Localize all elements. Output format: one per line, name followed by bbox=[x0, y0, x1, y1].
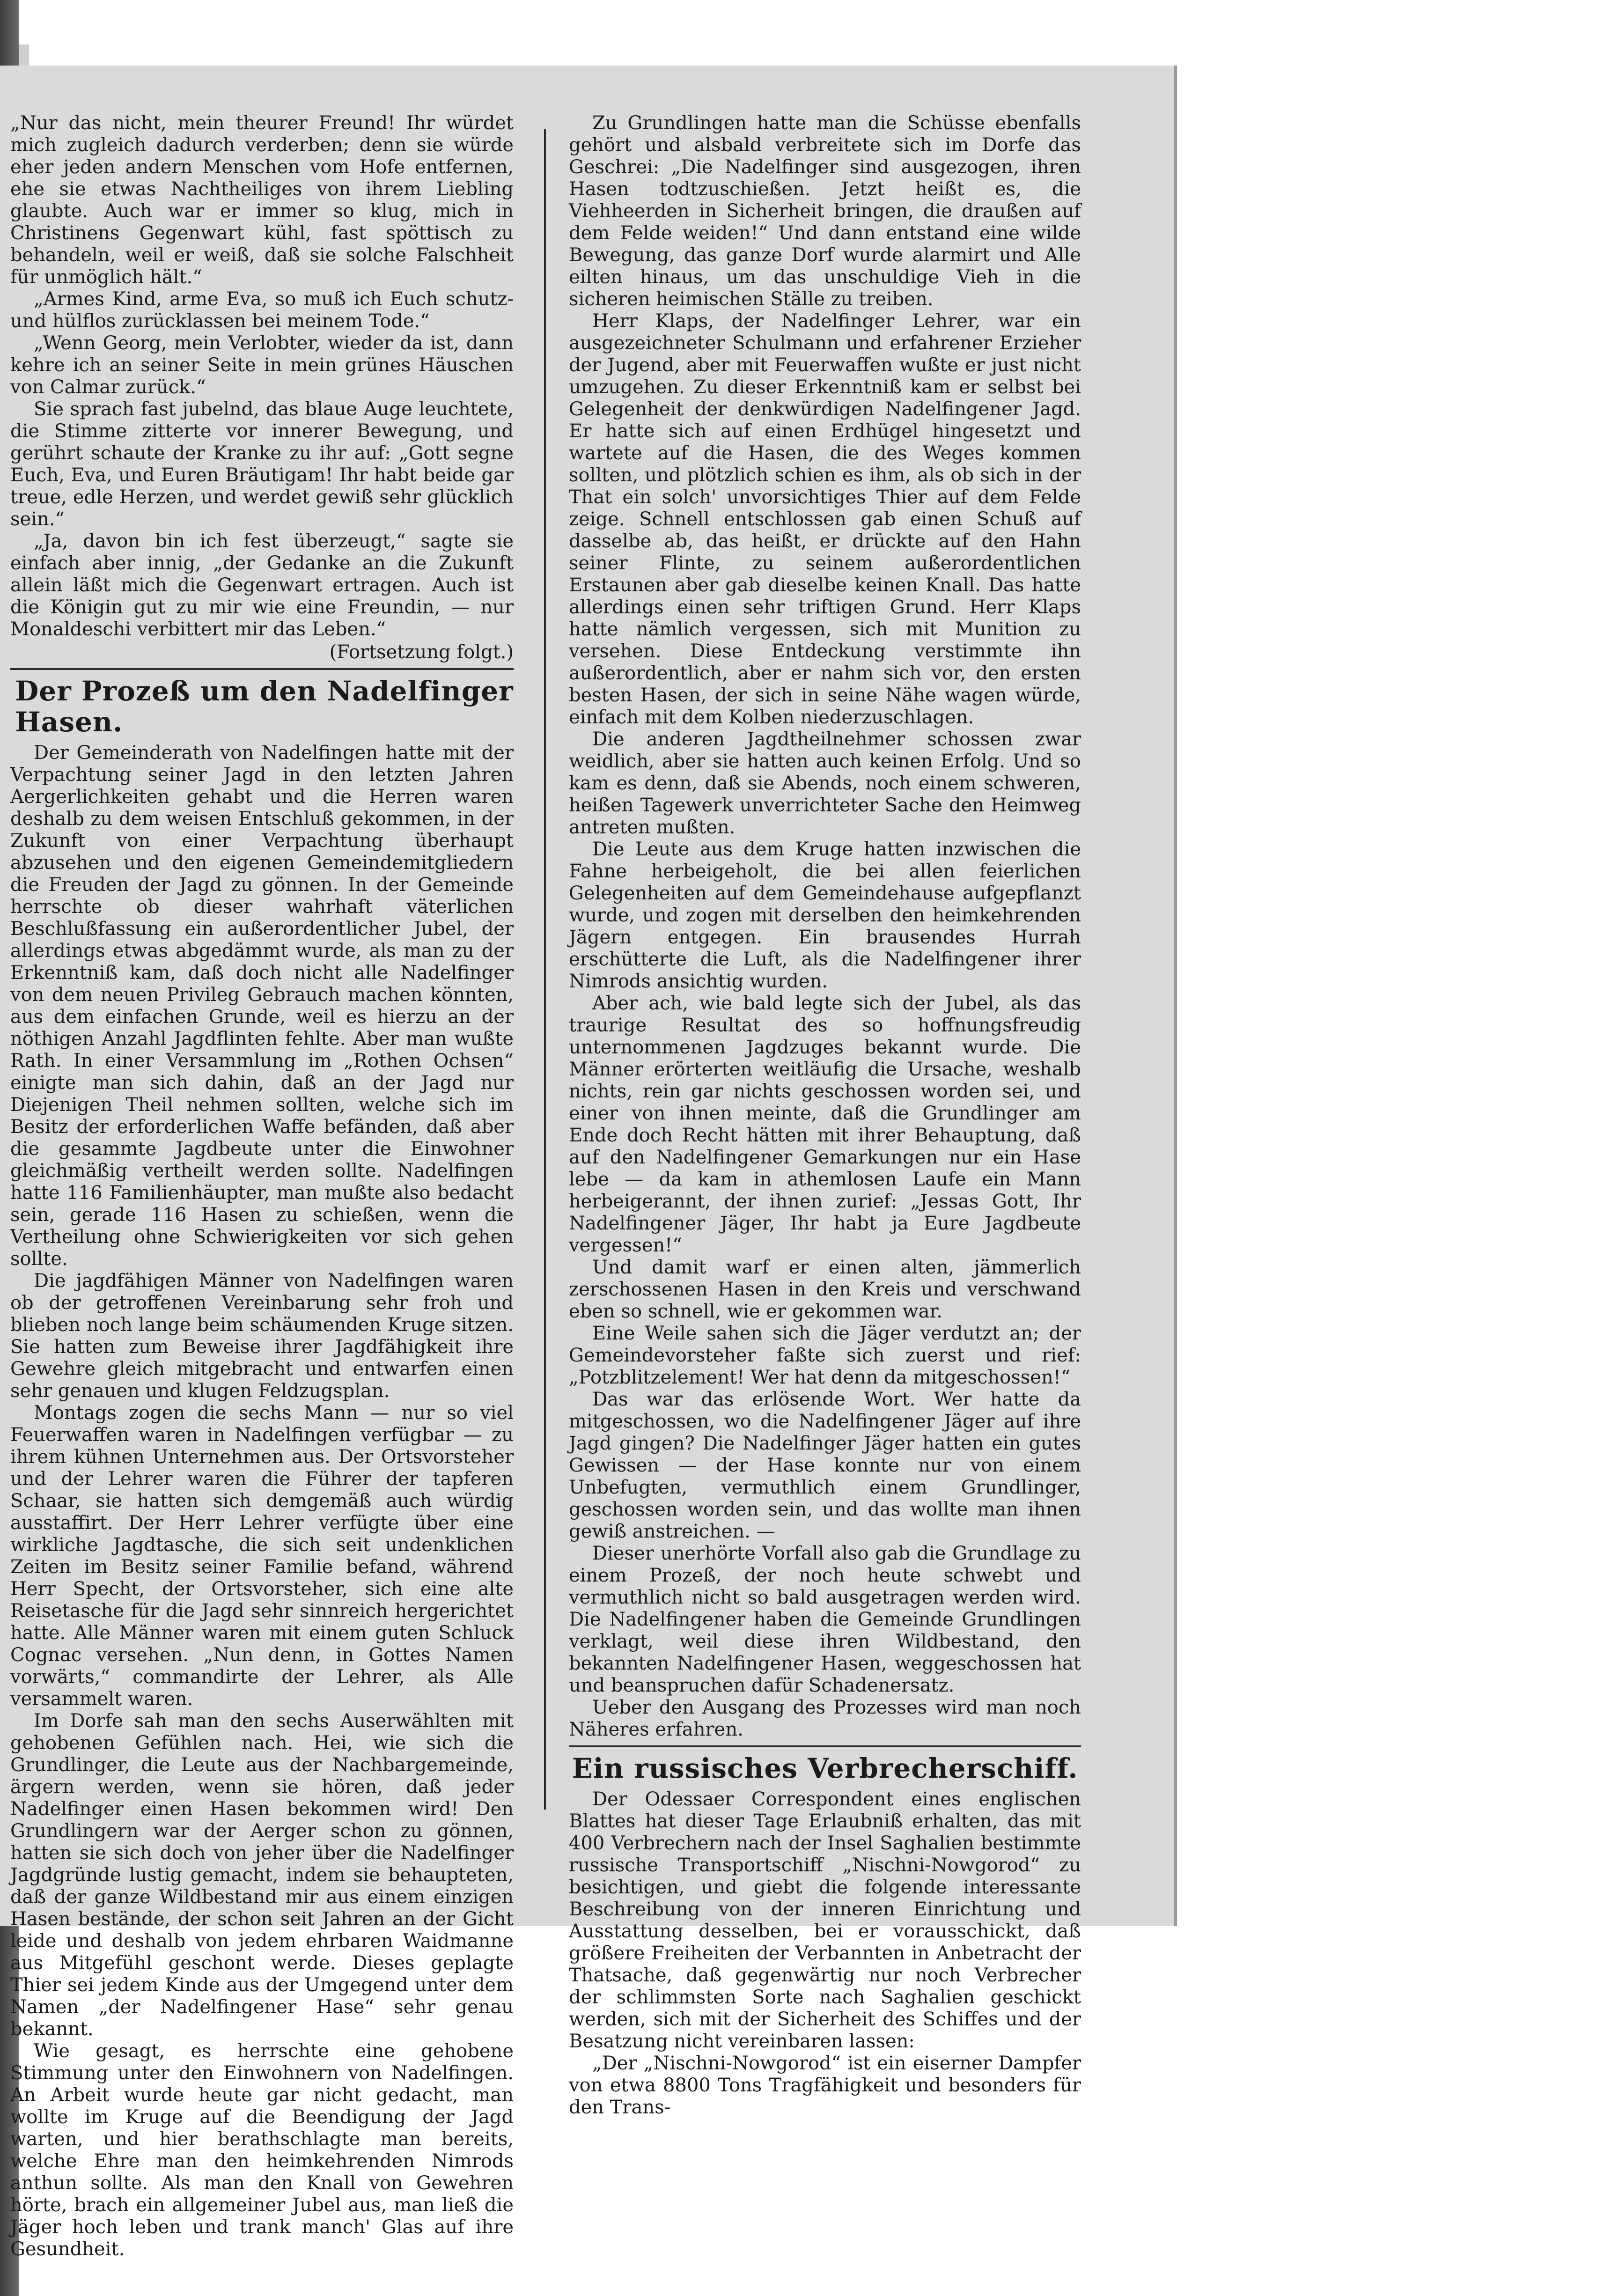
article-paragraph: Die Leute aus dem Kruge hatten inzwischen die Fahne herbeigeholt, die bei allen feierlichen Gelegenheiten auf dem Gemeindehause aufgepflanzt wurde, und zogen mit derselben den heimkehrenden Jägern entgegen. Ein brausendes Hurrah erschütterte die Luft, als die Nadelfingener ihrer Nimrods ansichtig wurden. bbox=[569, 839, 1081, 992]
section-divider bbox=[569, 1745, 1081, 1747]
article-paragraph: Die jagdfähigen Männer von Nadelfingen waren ob der getroffenen Vereinbarung sehr froh und blieben noch lange beim schäumenden Kruge sitzen. Sie hatten zum Beweise ihrer Jagdfähigkeit ihre Gewehre gleich mitgebracht und entwarfen einen sehr genauen und klugen Feldzugsplan. bbox=[10, 1270, 514, 1402]
story-paragraph: „Wenn Georg, mein Verlobter, wieder da ist, dann kehre ich an seiner Seite in mein grünes Häuschen von Calmar zurück.“ bbox=[10, 332, 514, 398]
column-divider bbox=[544, 129, 546, 1810]
story-paragraph: „Armes Kind, arme Eva, so muß ich Euch schutz- und hülflos zurücklassen bei meinem Tode.“ bbox=[10, 288, 514, 332]
article-paragraph: Eine Weile sahen sich die Jäger verdutzt an; der Gemeindevorsteher faßte sich zuerst und rief: „Potzblitzelement! Wer hat denn da mitgeschossen!“ bbox=[569, 1323, 1081, 1388]
story-paragraph: „Ja, davon bin ich fest überzeugt,“ sagte sie einfach aber innig, „der Gedanke an die Zukunft allein läßt mich die Gegenwart ertragen. Auch ist die Königin gut zu mir wie eine Freundin, — nur Monaldeschi verbittert mir das Leben.“ bbox=[10, 530, 514, 640]
ship-paragraph: „Der „Nischni-Nowgorod“ ist ein eiserner Dampfer von etwa 8800 Tons Tragfähigkeit und besonders für den Trans- bbox=[569, 2053, 1081, 2118]
newspaper-page bbox=[0, 66, 1174, 2260]
article-paragraph: Dieser unerhörte Vorfall also gab die Grundlage zu einem Prozeß, der noch heute schwebt und vermuthlich nicht so bald ausgetragen werden wird. Die Nadelfingener haben die Gemeinde Grundlingen verklagt, weil diese ihren Wildbestand, den bekannten Nadelfingener Hasen, weggeschossen hat und beanspruchen dafür Schadenersatz. bbox=[569, 1543, 1081, 1696]
article-paragraph: Aber ach, wie bald legte sich der Jubel, als das traurige Resultat des so hoffnungsfreudig unternommenen Jagdzuges bekannt wurde. Die Männer erörterten weitläufig die Ursache, weshalb nichts, rein gar nichts geschossen worden sei, und einer von ihnen meinte, daß die Grundlinger am Ende doch Recht hätten mit ihrer Behauptung, daß auf den Nadelfingener Gemarkungen nur ein Hase lebe — da kam in athemlosen Laufe ein Mann herbeigerannt, der ihnen zurief: „Jessas Gott, Ihr Nadelfingener Jäger, Ihr habt ja Eure Jagdbeute vergessen!“ bbox=[569, 993, 1081, 1256]
story-paragraph: Sie sprach fast jubelnd, das blaue Auge leuchtete, die Stimme zitterte vor innerer Bewegung, und gerührt schaute der Kranke zu ihr auf: „Gott segne Euch, Eva, und Euren Bräutigam! Ihr habt beide gar treue, edle Herzen, und werdet gewiß sehr glücklich sein.“ bbox=[10, 398, 514, 530]
article-paragraph: Die anderen Jagdtheilnehmer schossen zwar weidlich, aber sie hatten auch keinen Erfolg. Und so kam es denn, daß sie Abends, noch einem schweren, heißen Tagewerk unverrichteter Sache den Heimweg antreten mußten. bbox=[569, 729, 1081, 838]
article-paragraph: Und damit warf er einen alten, jämmerlich zerschossenen Hasen in den Kreis und verschwand eben so schnell, wie er gekommen war. bbox=[569, 1257, 1081, 1322]
article-paragraph: Herr Klaps, der Nadelfinger Lehrer, war ein ausgezeichneter Schulmann und erfahrener Erzieher der Jugend, aber mit Feuerwaffen wußte er just nicht umzugehen. Zu dieser Erkenntniß kam er selbst bei Gelegenheit der denkwürdigen Nadelfingener Jagd. Er hatte sich auf einen Erdhügel hingesetzt und wartete auf die Hasen, die des Weges kommen sollten, und plötzlich schien es ihm, als ob sich in der That ein solch' unvorsichtiges Thier auf dem Felde zeige. Schnell entschlossen gab einen Schuß auf dasselbe ab, das heißt, er drückte auf den Hahn seiner Flinte, zu seinem außerordentlichen Erstaunen aber gab dieselbe keinen Knall. Das hatte allerdings einen sehr triftigen Grund. Herr Klaps hatte nämlich vergessen, sich mit Munition zu versehen. Diese Entdeckung verstimmte ihn außerordentlich, aber er nahm sich vor, den ersten besten Hasen, der sich in seine Nähe wagen würde, einfach mit dem Kolben niederzuschlagen. bbox=[569, 310, 1081, 728]
article-paragraph: Im Dorfe sah man den sechs Auserwählten mit gehobenen Gefühlen nach. Hei, wie sich die Grundlinger, die Leute aus der Nachbargemeinde, ärgern werden, wenn sie hören, daß jeder Nadelfinger einen Hasen bekommen wird! Den Grundlingern war der Aerger schon zu gönnen, hatten sie sich doch von jeher über die Nadelfinger Jagdgründe lustig gemacht, indem sie behaupteten, daß der ganze Wildbestand mir aus einem einzigen Hasen bestände, der schon seit Jahren an der Gicht leide und deshalb von jedem ehrbaren Waidmanne aus Mitgefühl geschont werde. Dieses geplagte Thier sei jedem Kinde aus der Umgegend unter dem Namen „der Nadelfingener Hase“ sehr genau bekannt. bbox=[10, 1710, 514, 2040]
right-column bbox=[569, 112, 1081, 2119]
article-paragraph: Wie gesagt, es herrschte eine gehobene Stimmung unter den Einwohnern von Nadelfingen. An Arbeit wurde heute gar nicht gedacht, man wollte im Kruge auf die Beendigung der Jagd warten, und hier berathschlagte man bereits, welche Ehre man den heimkehrenden Nimrods anthun sollte. Als man den Knall von Gewehren hörte, brach ein allgemeiner Jubel aus, man ließ die Jäger hoch leben und trank manch' Glas auf ihre Gesundheit. bbox=[10, 2040, 514, 2260]
article-title: Der Prozeß um den Nadelfinger Hasen. bbox=[15, 675, 514, 738]
section-divider bbox=[10, 668, 514, 670]
story-paragraph: „Nur das nicht, mein theurer Freund! Ihr würdet mich zugleich dadurch verderben; denn sie würde eher jeden andern Menschen vom Hofe entfernen, ehe sie etwas Nachtheiliges von ihrem Liebling glaubte. Auch war er immer so klug, mich in Christinens Gegenwart kühl, fast spöttisch zu behandeln, weil er weiß, daß sie solche Falschheit für unmöglich hält.“ bbox=[10, 112, 514, 288]
article-paragraph: Montags zogen die sechs Mann — nur so viel Feuerwaffen waren in Nadelfingen verfügbar — zu ihrem kühnen Unternehmen aus. Der Ortsvorsteher und der Lehrer waren die Führer der tapferen Schaar, sie hatten sich demgemäß auch würdig ausstaffirt. Der Herr Lehrer verfügte über eine wirkliche Jagdtasche, die sich seit undenklichen Zeiten im Besitz seiner Familie befand, während Herr Specht, der Ortsvorsteher, sich eine alte Reisetasche für die Jagd sehr sinnreich hergerichtet hatte. Alle Männer waren mit einem guten Schluck Cognac versehen. „Nun denn, in Gottes Namen vorwärts,“ commandirte der Lehrer, als Alle versammelt waren. bbox=[10, 1402, 514, 1710]
article-paragraph: Zu Grundlingen hatte man die Schüsse ebenfalls gehört und alsbald verbreitete sich im Dorfe das Geschrei: „Die Nadelfinger sind ausgezogen, ihren Hasen todtzuschießen. Jetzt heißt es, die Viehheerden in Sicherheit bringen, die draußen auf dem Felde weiden!“ Und dann entstand eine wilde Bewegung, das ganze Dorf wurde alarmirt und Alle eilten hinaus, um das unschuldige Vieh in die sicheren heimischen Ställe zu treiben. bbox=[569, 112, 1081, 310]
continuation-note: (Fortsetzung folgt.) bbox=[329, 641, 514, 663]
ship-paragraph: Der Odessaer Correspondent eines englischen Blattes hat dieser Tage Erlaubniß erhalten, das mit 400 Verbrechern nach der Insel Saghalien bestimmte russische Transportschiff „Nischni-Nowgorod“ zu besichtigen, und giebt die folgende interessante Beschreibung von der inneren Einrichtung und Ausstattung desselben, bei er vorausschickt, daß größere Freiheiten der Verbannten in Anbetracht der Thatsache, daß gegenwärtig nur noch Verbrecher der schlimmsten Sorte nach Saghalien geschickt werden, sich mit der Sicherheit des Schiffes und der Besatzung nicht vereinbaren lassen: bbox=[569, 1788, 1081, 2052]
article-paragraph: Der Gemeinderath von Nadelfingen hatte mit der Verpachtung seiner Jagd in den letzten Jahren Aergerlichkeiten gehabt und die Herren waren deshalb zu dem weisen Entschluß gekommen, in der Zukunft von einer Verpachtung überhaupt abzusehen und den eigenen Gemeindemitgliedern die Freuden der Jagd zu gönnen. In der Gemeinde herrschte ob dieser wahrhaft väterlichen Beschlußfassung ein außerordentlicher Jubel, der allerdings etwas abgedämmt wurde, als man zu der Erkenntniß kam, daß doch nicht alle Nadelfinger von dem neuen Privileg Gebrauch machen könnten, aus dem einfachen Grunde, weil es hierzu an der nöthigen Anzahl Jagdflinten fehlte. Aber man wußte Rath. In einer Versammlung im „Rothen Ochsen“ einigte man sich dahin, daß an der Jagd nur Diejenigen Theil nehmen sollten, welche sich im Besitz der erforderlichen Waffe befänden, daß aber die gesammte Jagdbeute unter die Einwohner gleichmäßig vertheilt werden sollte. Nadelfingen hatte 116 Familienhäupter, man mußte also bedacht sein, gerade 116 Hasen zu schießen, wenn die Vertheilung ohne Schwierigkeiten vor sich gehen sollte. bbox=[10, 742, 514, 1270]
left-column bbox=[10, 112, 514, 2260]
ship-article-title: Ein russisches Verbrecherschiff. bbox=[572, 1752, 1078, 1784]
article-paragraph: Ueber den Ausgang des Prozesses wird man noch Näheres erfahren. bbox=[569, 1697, 1081, 1740]
article-paragraph: Das war das erlösende Wort. Wer hatte da mitgeschossen, wo die Nadelfingener Jäger auf ihre Jagd gingen? Die Nadelfinger Jäger hatten ein gutes Gewissen — der Hase konnte nur von einem Unbefugten, vermuthlich einem Grundlinger, geschossen worden sein, und das wollte man ihnen gewiß anstreichen. — bbox=[569, 1389, 1081, 1542]
